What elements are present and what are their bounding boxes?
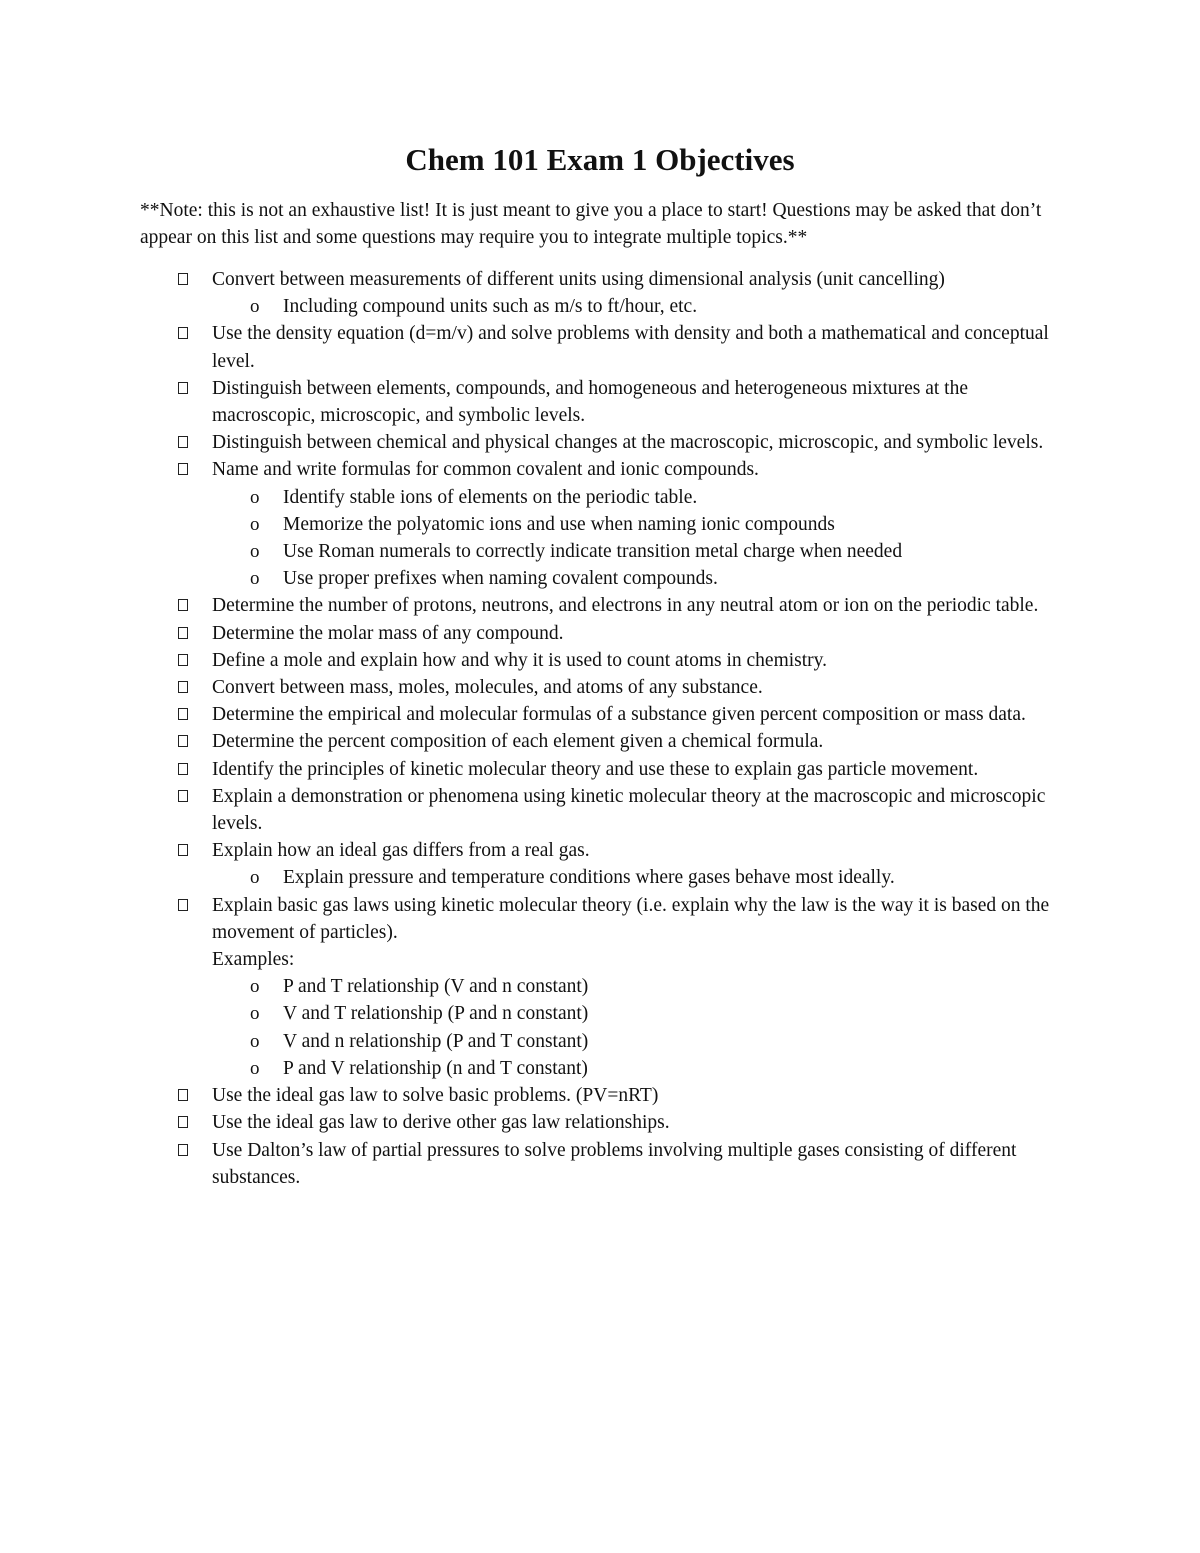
sub-objectives-list: [212, 973, 1070, 1082]
objective-text: Use Dalton’s law of partial pressures to solve problems involving multiple gases consisting of different substances.: [212, 1139, 1017, 1188]
sub-objective-text: P and T relationship (V and n constant): [283, 976, 589, 998]
circle-bullet-icon: o: [250, 541, 260, 563]
objective-item: [140, 783, 1070, 837]
objective-text: Determine the empirical and molecular formulas of a substance given percent composition or mass data.: [212, 704, 1026, 726]
disclaimer-note: **Note: this is not an exhaustive list! It is just meant to give you a place to start! Questions may be asked that don’t appear on this list and some questions may require you to integrate multiple topics.**: [140, 200, 1042, 248]
sub-objective-item: [212, 1055, 1070, 1082]
objective-text: Identify the principles of kinetic molecular theory and use these to explain gas particle movement.: [212, 758, 979, 780]
sub-objective-item: [212, 864, 1070, 891]
objective-text: Explain how an ideal gas differs from a real gas.: [212, 840, 590, 862]
objective-text: Use the ideal gas law to solve basic problems. (PV=nRT): [212, 1085, 659, 1107]
sub-objective-item: [212, 1028, 1070, 1055]
checkbox-icon[interactable]: [178, 735, 188, 747]
sub-objectives-list: [212, 484, 1070, 593]
sub-objective-text: Memorize the polyatomic ions and use when naming ionic compounds: [283, 513, 835, 535]
circle-bullet-icon: o: [250, 1030, 260, 1052]
objective-item: [140, 320, 1070, 374]
objective-text: Explain basic gas laws using kinetic molecular theory (i.e. explain why the law is the way it is based on the movement of particles).: [212, 894, 1050, 943]
objective-text: Explain a demonstration or phenomena using kinetic molecular theory at the macroscopic and microscopic levels.: [212, 785, 1046, 835]
checkbox-icon[interactable]: [178, 844, 188, 856]
objective-text: Name and write formulas for common covalent and ionic compounds.: [212, 459, 759, 481]
sub-objective-item: [212, 511, 1070, 538]
objective-item: [140, 728, 1070, 755]
sub-objective-item: [212, 293, 1070, 320]
circle-bullet-icon: o: [250, 1003, 260, 1025]
objective-text: Distinguish between elements, compounds, and homogeneous and heterogeneous mixtures at the macroscopic, microscopic, and symbolic levels.: [212, 377, 968, 427]
examples-label: Examples:: [212, 949, 295, 971]
circle-bullet-icon: o: [250, 976, 260, 998]
sub-objective-text: Identify stable ions of elements on the periodic table.: [283, 486, 698, 508]
objective-item: [140, 620, 1070, 647]
circle-bullet-icon: o: [250, 568, 260, 590]
objective-item: [140, 837, 1070, 891]
sub-objective-text: Use Roman numerals to correctly indicate transition metal charge when needed: [283, 541, 903, 563]
checkbox-icon[interactable]: [178, 382, 188, 394]
checkbox-icon[interactable]: [178, 899, 188, 911]
circle-bullet-icon: o: [250, 513, 260, 535]
objective-item: [140, 1109, 1070, 1136]
objective-item: [140, 701, 1070, 728]
circle-bullet-icon: o: [250, 486, 260, 508]
checkbox-icon[interactable]: [178, 273, 188, 285]
sub-objective-text: V and n relationship (P and T constant): [283, 1030, 589, 1052]
circle-bullet-icon: o: [250, 1057, 260, 1079]
objective-item: [140, 429, 1070, 456]
objective-text: Convert between measurements of different units using dimensional analysis (unit cancelling): [212, 269, 945, 290]
circle-bullet-icon: o: [250, 296, 260, 318]
objective-item: [140, 647, 1070, 674]
sub-objective-item: [212, 565, 1070, 592]
sub-objective-text: P and V relationship (n and T constant): [283, 1057, 588, 1079]
sub-objective-text: Including compound units such as m/s to ft/hour, etc.: [283, 296, 698, 318]
page-title: Chem 101 Exam 1 Objectives: [405, 142, 795, 177]
sub-objective-item: [212, 484, 1070, 511]
sub-objective-item: [212, 1000, 1070, 1027]
checkbox-icon[interactable]: [178, 327, 188, 339]
objective-item: [140, 674, 1070, 701]
objective-text: Use the density equation (d=m/v) and solve problems with density and both a mathematical and conceptual level.: [212, 323, 1049, 372]
objective-text: Define a mole and explain how and why it is used to count atoms in chemistry.: [212, 649, 828, 671]
objective-item: [140, 592, 1070, 619]
checkbox-icon[interactable]: [178, 1116, 188, 1128]
checkbox-icon[interactable]: [178, 436, 188, 448]
objective-item: [140, 1082, 1070, 1109]
checkbox-icon[interactable]: [178, 790, 188, 802]
sub-objective-text: Use proper prefixes when naming covalent compounds.: [283, 568, 718, 590]
sub-objective-text: Explain pressure and temperature conditions where gases behave most ideally.: [283, 867, 895, 889]
checkbox-icon[interactable]: [178, 654, 188, 666]
checkbox-icon[interactable]: [178, 1089, 188, 1101]
objective-item: [140, 1137, 1070, 1191]
objective-text: Distinguish between chemical and physical changes at the macroscopic, microscopic, and symbolic levels.: [212, 432, 1044, 454]
sub-objective-item: [212, 538, 1070, 565]
checkbox-icon[interactable]: [178, 1144, 188, 1156]
objective-text: Determine the molar mass of any compound.: [212, 622, 564, 644]
objective-item: [140, 375, 1070, 429]
checkbox-icon[interactable]: [178, 681, 188, 693]
checkbox-icon[interactable]: [178, 599, 188, 611]
sub-objectives-list: [212, 293, 1070, 320]
objective-item: [140, 892, 1070, 1082]
sub-objective-text: V and T relationship (P and n constant): [283, 1003, 589, 1025]
checkbox-icon[interactable]: [178, 627, 188, 639]
checkbox-icon[interactable]: [178, 763, 188, 775]
objective-text: Use the ideal gas law to derive other gas law relationships.: [212, 1112, 670, 1134]
sub-objectives-list: [212, 864, 1070, 891]
objective-text: Determine the percent composition of each element given a chemical formula.: [212, 731, 824, 753]
objective-text: Convert between mass, moles, molecules, and atoms of any substance.: [212, 677, 763, 699]
objective-item: [140, 456, 1070, 592]
sub-objective-item: [212, 973, 1070, 1000]
circle-bullet-icon: o: [250, 867, 260, 889]
objectives-list: [140, 266, 1070, 1191]
checkbox-icon[interactable]: [178, 708, 188, 720]
objective-item: [140, 756, 1070, 783]
objective-item: [140, 266, 1070, 320]
objective-text: Determine the number of protons, neutrons, and electrons in any neutral atom or ion on the periodic table.: [212, 595, 1039, 617]
checkbox-icon[interactable]: [178, 463, 188, 475]
